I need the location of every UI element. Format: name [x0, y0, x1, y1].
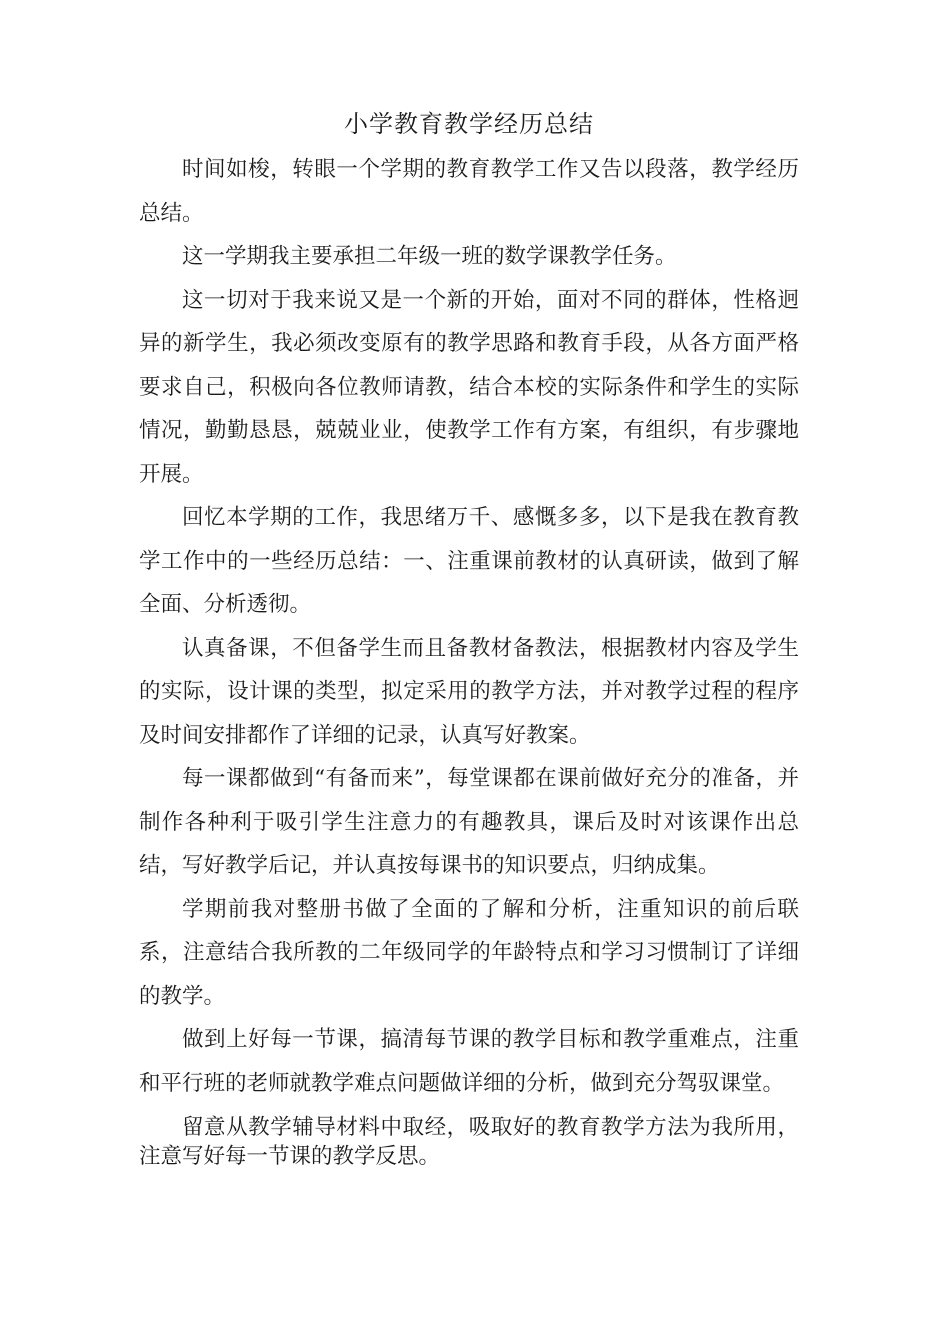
paragraph-6: 每一课都做到“有备而来”，每堂课都在课前做好充分的准备，并制作各种利于吸引学生注意力的有趣教具，课后及时对该课作出总结，写好教学后记，并认真按每课书的知识要点，归纳成集。 [139, 766, 799, 878]
paragraph-9: 留意从教学辅导材料中取经，吸取好的教育教学方法为我所用，注意写好每一节课的教学反思。 [139, 1115, 799, 1169]
document-body [139, 106, 799, 1171]
paragraph-3: 这一切对于我来说又是一个新的开始，面对不同的群体，性格迥异的新学生，我必须改变原有的教学思路和教育手段，从各方面严格要求自己，积极向各位教师请教，结合本校的实际条件和学生的实际情况，勤勤恳恳，兢兢业业，使教学工作有方案，有组织，有步骤地开展。 [139, 287, 799, 487]
paragraph-4: 回忆本学期的工作，我思绪万千、感慨多多，以下是我在教育教学工作中的一些经历总结：一、注重课前教材的认真研读，做到了解全面、分析透彻。 [139, 505, 799, 617]
paragraph-1: 时间如梭，转眼一个学期的教育教学工作又告以段落，教学经历总结。 [139, 157, 799, 226]
paragraph-5: 认真备课，不但备学生而且备教材备教法，根据教材内容及学生的实际，设计课的类型，拟定采用的教学方法，并对教学过程的程序及时间安排都作了详细的记录，认真写好教案。 [139, 635, 799, 748]
paragraph-8: 做到上好每一节课，搞清每节课的教学目标和教学重难点，注重和平行班的老师就教学难点问题做详细的分析，做到充分驾驭课堂。 [139, 1027, 799, 1096]
paragraph-2: 这一学期我主要承担二年级一班的数学课教学任务。 [182, 244, 677, 269]
document-title: 小学教育教学经历总结 [344, 110, 594, 138]
paragraph-7: 学期前我对整册书做了全面的了解和分析，注重知识的前后联系，注意结合我所教的二年级同学的年龄特点和学习习惯制订了详细的教学。 [139, 896, 799, 1009]
